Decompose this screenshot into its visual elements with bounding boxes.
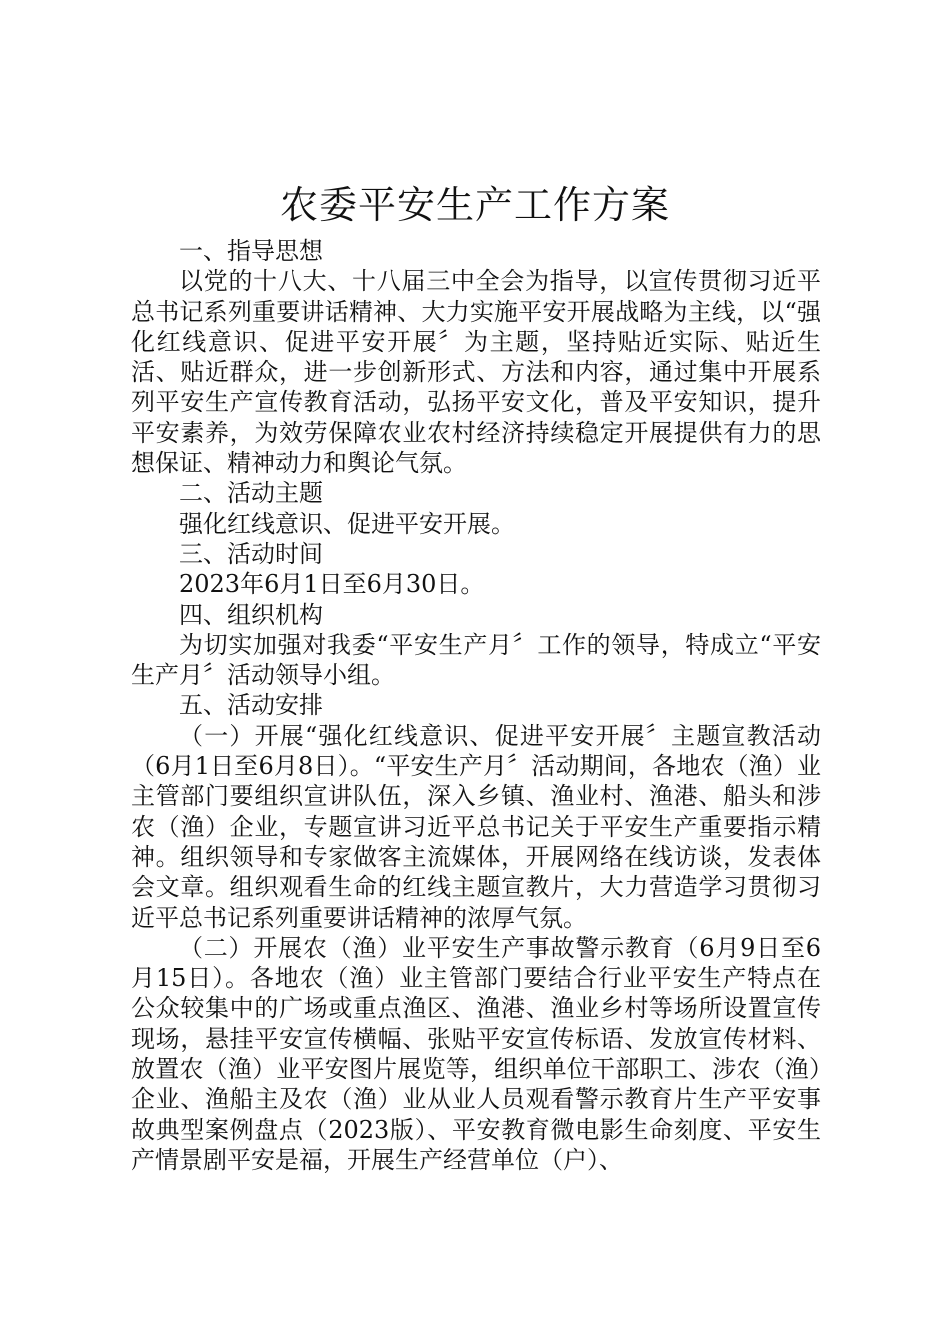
paragraph-organization: 为切实加强对我委“平安生产月〞工作的领导，特成立“平安生产月〞活动领导小组。 [131,630,821,690]
paragraph-activity-theme: 强化红线意识、促进平安开展。 [179,509,515,538]
section-heading-organization: 四、组织机构 [179,600,323,629]
section-heading-activity-theme: 二、活动主题 [179,479,323,508]
document-title: 农委平安生产工作方案 [279,183,670,227]
paragraph-guiding-thought: 以党的十八大、十八届三中全会为指导，以宣传贯彻习近平总书记系列重要讲话精神、大力实施平安开展战略为主线，以“强化红线意识、促进平安开展〞为主题，坚持贴近实际、贴近生活、贴近群众，进一步创新形式、方法和内容，通过集中开展系列平安生产宣传教育活动，弘扬平安文化，普及平安知识，提升平安素养，为效劳保障农业农村经济持续稳定开展提供有力的思想保证、精神动力和舆论气氛。 [131,267,821,478]
paragraph-activity-time: 2023年6月1日至6月30日。 [179,570,485,599]
section-heading-guiding-thought: 一、指导思想 [179,237,323,265]
section-heading-activity-time: 三、活动时间 [179,539,323,568]
paragraph-arrangement-one: （一）开展“强化红线意识、促进平安开展〞主题宣教活动（6月1日至6月8日）。“平安生产月〞活动期间，各地农（渔）业主管部门要组织宣讲队伍，深入乡镇、渔业村、渔港、船头和涉农（渔）企业，专题宣讲习近平总书记关于平安生产重要指示精神。组织领导和专家做客主流媒体，开展网络在线访谈，发表体会文章。组织观看生命的红线主题宣教片，大力营造学习贯彻习近平总书记系列重要讲话精神的浓厚气氛。 [131,721,821,932]
paragraph-arrangement-two: （二）开展农（渔）业平安生产事故警示教育（6月9日至6月15日）。各地农（渔）业主管部门要结合行业平安生产特点在公众较集中的广场或重点渔区、渔港、渔业乡村等场所设置宣传现场，悬挂平安宣传横幅、张贴平安宣传标语、发放宣传材料、放置农（渔）业平安图片展览等，组织单位干部职工、涉农（渔）企业、渔船主及农（渔）业从业人员观看警示教育片生产平安事故典型案例盘点（2023版）、平安教育微电影生命刻度、平安生产情景剧平安是福，开展生产经营单位（户）、 [131,933,821,1174]
section-heading-activity-arrangement: 五、活动安排 [179,691,323,720]
document-body [131,236,821,1175]
